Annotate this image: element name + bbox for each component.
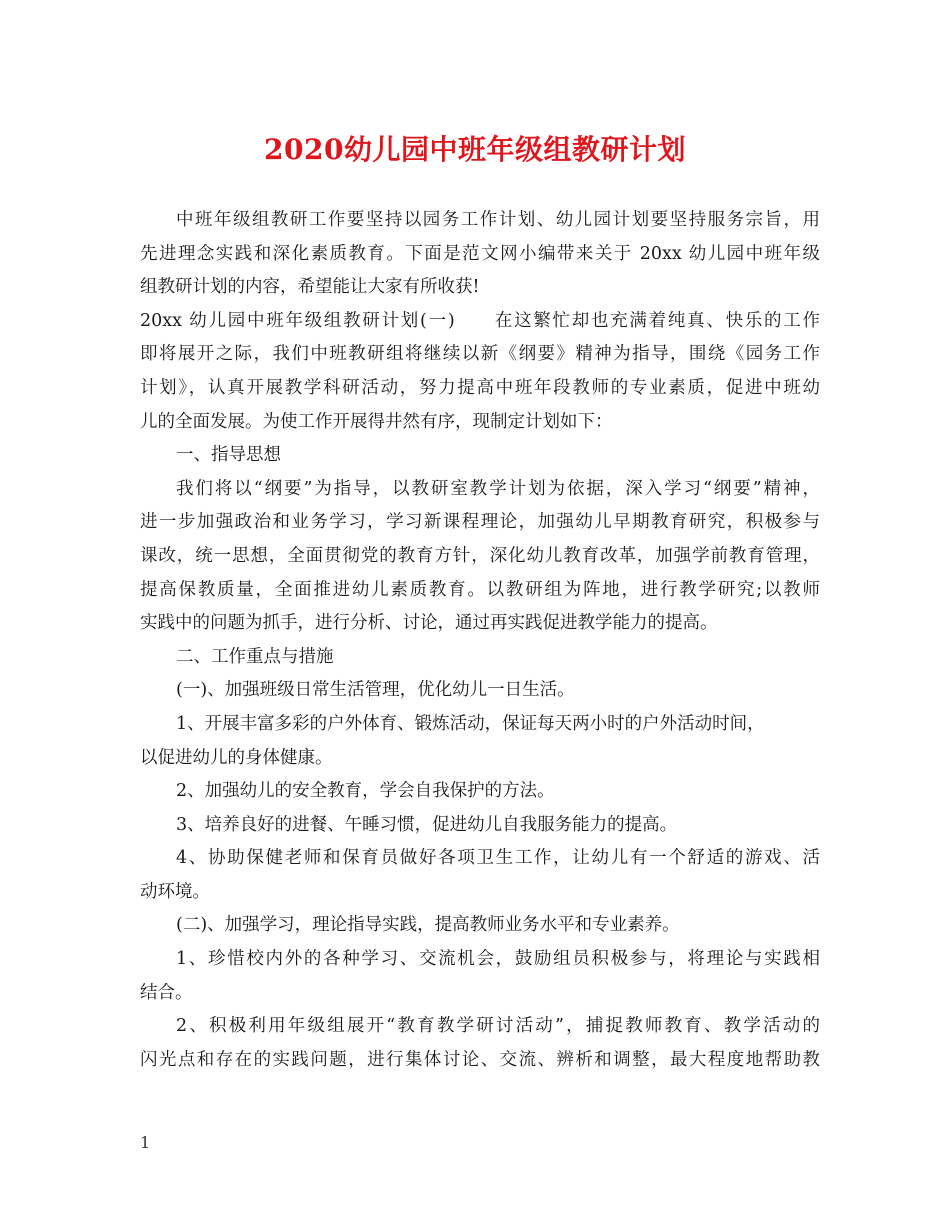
text-line: 2、积极利用年级组展开“教育教学研讨活动”，捕捉教师教育、教学活动的 bbox=[176, 1016, 820, 1037]
text-line: 即将展开之际，我们中班教研组将继续以新《纲要》精神为指导，围绕《园务工作 bbox=[140, 344, 820, 365]
text-line: (二)、加强学习，理论指导实践，提高教师业务水平和专业素养。 bbox=[176, 915, 680, 936]
page-number: 1 bbox=[140, 1133, 151, 1152]
text-line: 20xx 幼儿园中班年级组教研计划(一) 在这繁忙却也充满着纯真、快乐的工作 bbox=[140, 310, 820, 331]
text-line: 课改，统一思想，全面贯彻党的教育方针，深化幼儿教育改革，加强学前教育管理， bbox=[140, 545, 820, 566]
text-line: 先进理念实践和深化素质教育。下面是范文网小编带来关于 20xx 幼儿园中班年级 bbox=[140, 243, 820, 264]
text-line: 以促进幼儿的身体健康。 bbox=[140, 747, 333, 768]
text-line: 2、加强幼儿的安全教育，学会自我保护的方法。 bbox=[176, 781, 555, 802]
text-line: 3、培养良好的进餐、午睡习惯，促进幼儿自我服务能力的提高。 bbox=[176, 814, 678, 835]
text-line: 提高保教质量，全面推进幼儿素质教育。以教研组为阵地，进行教学研究;以教师 bbox=[140, 579, 820, 600]
document-title: 2020幼儿园中班年级组教研计划 bbox=[264, 133, 686, 166]
text-line: 实践中的问题为抓手，进行分析、讨论，通过再实践促进教学能力的提高。 bbox=[140, 613, 718, 634]
text-line: 闪光点和存在的实践问题，进行集体讨论、交流、辨析和调整，最大程度地帮助教 bbox=[140, 1049, 820, 1070]
text-line: 结合。 bbox=[140, 982, 193, 1003]
text-line: 计划》，认真开展教学科研活动，努力提高中班年段教师的专业素质，促进中班幼 bbox=[140, 377, 820, 398]
text-line: 组教研计划的内容，希望能让大家有所收获! bbox=[140, 277, 480, 298]
text-line: 1、珍惜校内外的各种学习、交流机会，鼓励组员积极参与，将理论与实践相 bbox=[176, 949, 820, 970]
text-line: (一)、加强班级日常生活管理，优化幼儿一日生活。 bbox=[176, 680, 575, 701]
text-line: 中班年级组教研工作要坚持以园务工作计划、幼儿园计划要坚持服务宗旨，用 bbox=[176, 210, 820, 230]
text-line: 我们将以“纲要”为指导，以教研室教学计划为依据，深入学习“纲要”精神， bbox=[176, 478, 820, 499]
text-line: 进一步加强政治和业务学习，学习新课程理论，加强幼儿早期教育研究，积极参与 bbox=[140, 512, 820, 533]
text-line: 二、工作重点与措施 bbox=[176, 646, 334, 667]
text-line: 儿的全面发展。为使工作开展得井然有序，现制定计划如下： bbox=[140, 411, 613, 432]
text-line: 4、协助保健老师和保育员做好各项卫生工作，让幼儿有一个舒适的游戏、活 bbox=[176, 848, 820, 869]
text-line: 一、指导思想 bbox=[176, 445, 281, 466]
text-line: 1、开展丰富多彩的户外体育、锻炼活动，保证每天两小时的户外活动时间， bbox=[176, 713, 765, 734]
document-body bbox=[140, 204, 820, 1077]
text-line: 动环境。 bbox=[140, 881, 210, 902]
